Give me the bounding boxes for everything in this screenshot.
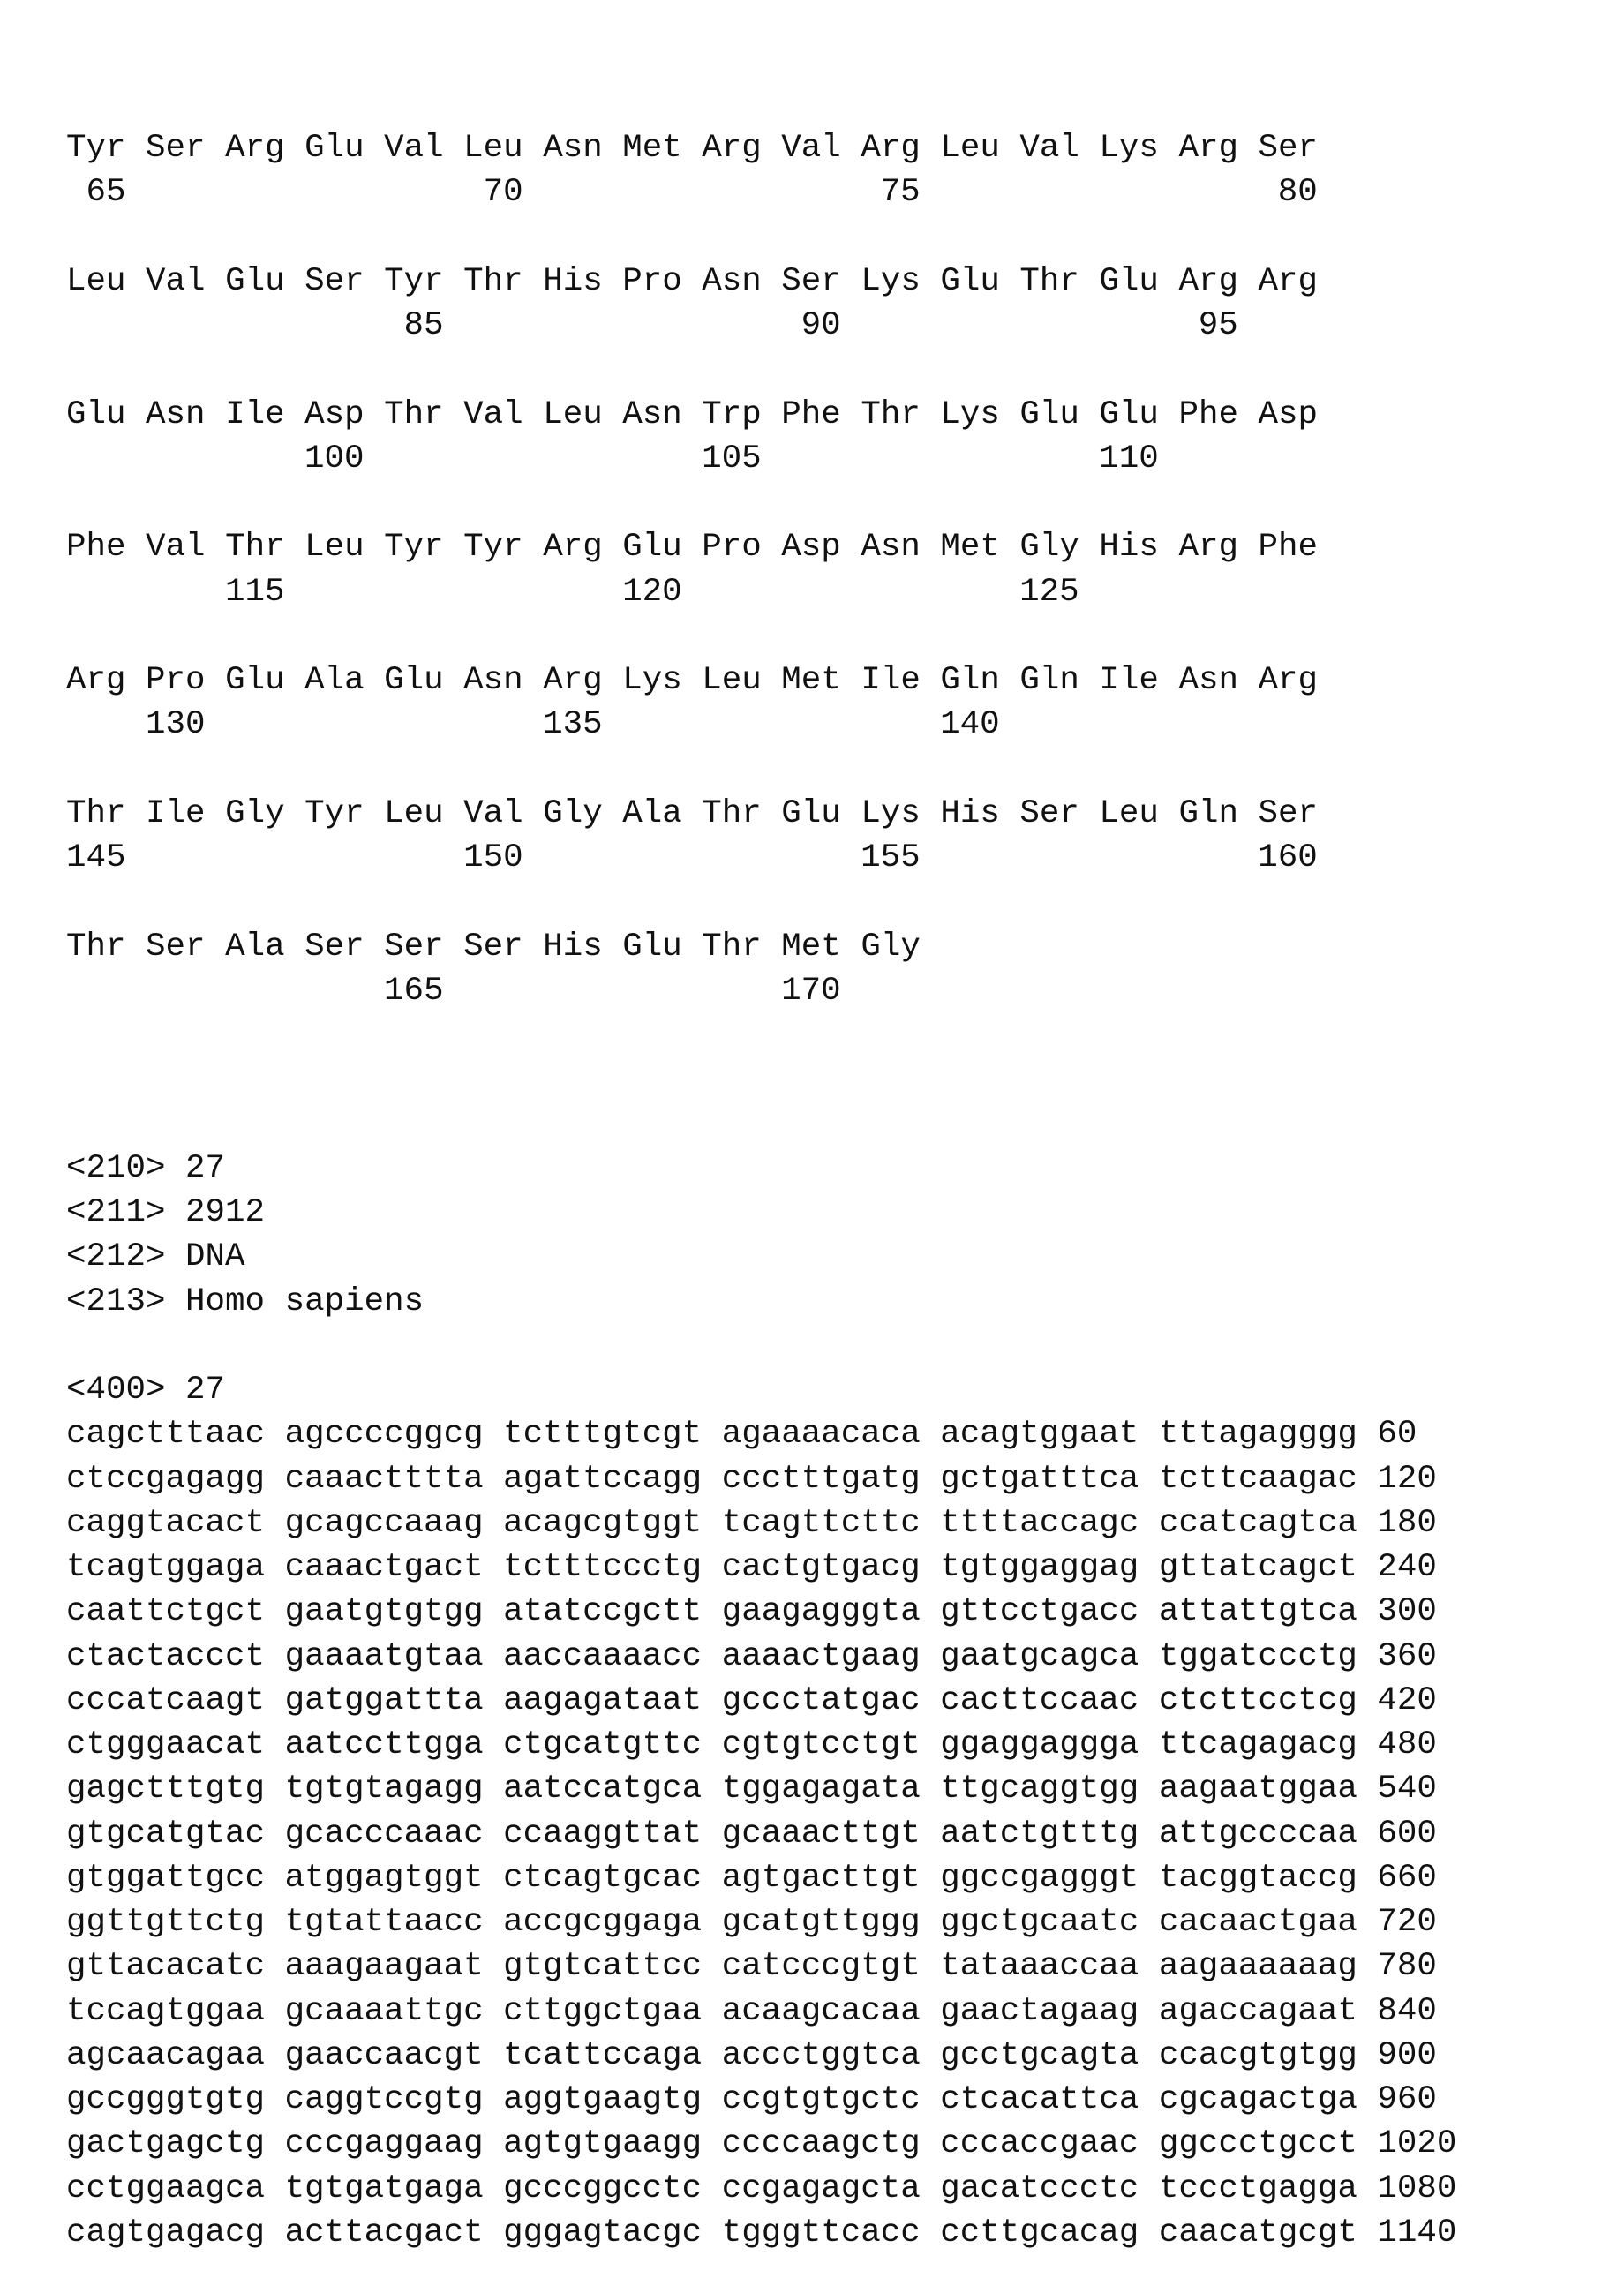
nucleotide-group: gaactagaag <box>940 1993 1139 2030</box>
amino-acid-residue: Asn <box>702 259 762 304</box>
amino-acid-residue: Arg <box>1178 525 1238 569</box>
dna-sequence-line <box>66 1635 1456 1679</box>
nucleotide-group: ggaggaggga <box>940 1726 1139 1763</box>
amino-acid-residue: Lys <box>861 792 921 836</box>
nucleotide-group: aagaaaaaag <box>1159 1948 1357 1985</box>
header-tag: <212> <box>66 1238 166 1275</box>
blank-line <box>66 348 1456 392</box>
residue-number-line: 115 120 125 <box>66 570 1456 614</box>
header-tag: <210> <box>66 1150 166 1187</box>
amino-acid-residue: Lys <box>622 658 682 703</box>
dna-sequence-line <box>66 1412 1456 1456</box>
nucleotide-group: ggccctgcct <box>1159 2125 1357 2162</box>
amino-acid-residue: Arg <box>1258 259 1318 304</box>
amino-acid-residue: Glu <box>1099 259 1159 304</box>
amino-acid-residue: Glu <box>1099 393 1159 437</box>
amino-acid-residue: Ser <box>1019 792 1079 836</box>
sequence-header-line <box>66 1147 1456 1191</box>
amino-acid-residue: Thr <box>66 925 126 969</box>
nucleotide-group: gatggattta <box>285 1682 484 1719</box>
amino-acid-residue: Val <box>463 792 523 836</box>
nucleotide-group: ttgcaggtgg <box>940 1771 1139 1808</box>
nucleotide-group: aatccatgca <box>503 1771 702 1808</box>
amino-acid-residue: Thr <box>66 792 126 836</box>
blank-line <box>66 1013 1456 1057</box>
nucleotide-position: 480 <box>1377 1726 1437 1763</box>
nucleotide-group: gagctttgtg <box>66 1771 265 1808</box>
amino-acid-residue: Thr <box>1019 259 1079 304</box>
amino-acid-residue: Gly <box>1019 525 1079 569</box>
nucleotide-group: gttatcagct <box>1159 1549 1357 1586</box>
nucleotide-position: 900 <box>1377 2037 1437 2074</box>
blank-line <box>66 1102 1456 1147</box>
amino-acid-residue: Leu <box>463 126 523 170</box>
nucleotide-group: ctcttcctcg <box>1159 1682 1357 1719</box>
nucleotide-group: attattgtca <box>1159 1593 1357 1630</box>
amino-acid-residue: Leu <box>66 259 126 304</box>
sequence-header-line <box>66 1280 1456 1324</box>
amino-acid-residue: Glu <box>384 658 444 703</box>
blank-line <box>66 748 1456 792</box>
nucleotide-position: 120 <box>1377 1461 1437 1498</box>
blank-line <box>66 1324 1456 1368</box>
residue-number-line: 85 90 95 <box>66 304 1456 348</box>
nucleotide-group: caaactgact <box>285 1549 484 1586</box>
sequence-header-line <box>66 1235 1456 1279</box>
header-tag: <400> <box>66 1372 166 1409</box>
amino-acid-residue: Glu <box>225 259 285 304</box>
amino-acid-residue: Ser <box>304 925 365 969</box>
nucleotide-group: gcccggcctc <box>503 2170 702 2207</box>
nucleotide-group: ccgagagcta <box>722 2170 921 2207</box>
dna-sequence-line <box>66 1856 1456 1900</box>
amino-acid-residue: Ile <box>146 792 206 836</box>
amino-acid-residue: Arg <box>1178 126 1238 170</box>
amino-acid-residue: Asn <box>146 393 206 437</box>
nucleotide-group: tctttccctg <box>503 1549 702 1586</box>
blank-line <box>66 880 1456 924</box>
nucleotide-group: ggttgttctg <box>66 1904 265 1941</box>
nucleotide-group: caattctgct <box>66 1593 265 1630</box>
nucleotide-group: tgtgatgaga <box>285 2170 484 2207</box>
dna-sequence-line <box>66 1545 1456 1590</box>
amino-acid-residue: Thr <box>384 393 444 437</box>
nucleotide-group: agccccggcg <box>285 1416 484 1453</box>
header-value: 2912 <box>185 1194 265 1231</box>
amino-acid-residue: Phe <box>66 525 126 569</box>
nucleotide-group: tgtattaacc <box>285 1904 484 1941</box>
nucleotide-group: ggccgagggt <box>940 1860 1139 1897</box>
amino-acid-residue: Asp <box>304 393 365 437</box>
nucleotide-group: agaccagaat <box>1159 1993 1357 2030</box>
amino-acid-residue: Asn <box>463 658 523 703</box>
amino-acid-residue: Gly <box>861 925 921 969</box>
nucleotide-group: tgtggaggag <box>940 1549 1139 1586</box>
amino-acid-residue: Thr <box>463 259 523 304</box>
nucleotide-group: cgtgtcctgt <box>722 1726 921 1763</box>
protein-residue-line <box>66 658 1456 703</box>
amino-acid-residue: Ile <box>861 658 921 703</box>
nucleotide-group: gcagccaaag <box>285 1505 484 1542</box>
nucleotide-group: tggatccctg <box>1159 1638 1357 1675</box>
nucleotide-position: 840 <box>1377 1993 1437 2030</box>
nucleotide-group: gccctatgac <box>722 1682 921 1719</box>
amino-acid-residue: Phe <box>781 393 841 437</box>
amino-acid-residue: Arg <box>861 126 921 170</box>
amino-acid-residue: Val <box>146 525 206 569</box>
dna-sequence-line <box>66 2078 1456 2122</box>
blank-line <box>66 614 1456 658</box>
nucleotide-group: gttcctgacc <box>940 1593 1139 1630</box>
nucleotide-group: cagctttaac <box>66 1416 265 1453</box>
nucleotide-group: ccctttgatg <box>722 1461 921 1498</box>
header-value: 27 <box>185 1150 225 1187</box>
amino-acid-residue: Ile <box>1099 658 1159 703</box>
nucleotide-group: atggagtggt <box>285 1860 484 1897</box>
protein-residue-line <box>66 259 1456 304</box>
nucleotide-group: cccaccgaac <box>940 2125 1139 2162</box>
amino-acid-residue: Glu <box>225 658 285 703</box>
sequence-listing-page <box>66 126 1456 2255</box>
amino-acid-residue: Arg <box>225 126 285 170</box>
nucleotide-group: tcagtggaga <box>66 1549 265 1586</box>
amino-acid-residue: His <box>940 792 1000 836</box>
nucleotide-group: caacatgcgt <box>1159 2215 1357 2252</box>
nucleotide-group: cccatcaagt <box>66 1682 265 1719</box>
nucleotide-group: gcaaaattgc <box>285 1993 484 2030</box>
nucleotide-group: gggagtacgc <box>503 2215 702 2252</box>
dna-sequence-line <box>66 1900 1456 1944</box>
amino-acid-residue: Asn <box>1178 658 1238 703</box>
amino-acid-residue: Arg <box>66 658 126 703</box>
nucleotide-group: tttagagggg <box>1159 1416 1357 1453</box>
nucleotide-group: acttacgact <box>285 2215 484 2252</box>
amino-acid-residue: Phe <box>1258 525 1318 569</box>
amino-acid-residue: Pro <box>622 259 682 304</box>
nucleotide-group: gcctgcagta <box>940 2037 1139 2074</box>
nucleotide-group: gtgcatgtac <box>66 1816 265 1853</box>
nucleotide-group: ccccaagctg <box>722 2125 921 2162</box>
amino-acid-residue: Thr <box>861 393 921 437</box>
amino-acid-residue: Ser <box>384 925 444 969</box>
nucleotide-position: 780 <box>1377 1948 1437 1985</box>
amino-acid-residue: Val <box>146 259 206 304</box>
amino-acid-residue: Thr <box>225 525 285 569</box>
nucleotide-group: tcttcaagac <box>1159 1461 1357 1498</box>
amino-acid-residue: Tyr <box>66 126 126 170</box>
residue-number-line: 100 105 110 <box>66 437 1456 481</box>
protein-residue-line <box>66 525 1456 569</box>
nucleotide-group: gaagagggta <box>722 1593 921 1630</box>
amino-acid-residue: Leu <box>940 126 1000 170</box>
amino-acid-residue: Arg <box>1178 259 1238 304</box>
residue-number-line: 145 150 155 160 <box>66 836 1456 880</box>
amino-acid-residue: Met <box>622 126 682 170</box>
nucleotide-group: tcattccaga <box>503 2037 702 2074</box>
amino-acid-residue: Asn <box>622 393 682 437</box>
amino-acid-residue: Pro <box>702 525 762 569</box>
nucleotide-group: gccgggtgtg <box>66 2081 265 2118</box>
nucleotide-group: gcacccaaac <box>285 1816 484 1853</box>
nucleotide-group: cacttccaac <box>940 1682 1139 1719</box>
residue-number-line: 130 135 140 <box>66 703 1456 747</box>
amino-acid-residue: Val <box>781 126 841 170</box>
nucleotide-group: ccgtgtgctc <box>722 2081 921 2118</box>
nucleotide-group: gttacacatc <box>66 1948 265 1985</box>
dna-sequence-line <box>66 1944 1456 1989</box>
nucleotide-group: gaaaatgtaa <box>285 1638 484 1675</box>
nucleotide-group: aatctgtttg <box>940 1816 1139 1853</box>
amino-acid-residue: Arg <box>1258 658 1318 703</box>
nucleotide-position: 1020 <box>1377 2125 1456 2162</box>
nucleotide-group: caggtacact <box>66 1505 265 1542</box>
amino-acid-residue: Asn <box>861 525 921 569</box>
amino-acid-residue: Tyr <box>304 792 365 836</box>
nucleotide-group: ccaaggttat <box>503 1816 702 1853</box>
nucleotide-group: tataaaccaa <box>940 1948 1139 1985</box>
nucleotide-group: attgccccaa <box>1159 1816 1357 1853</box>
nucleotide-group: tccctgagga <box>1159 2170 1357 2207</box>
nucleotide-group: acaagcacaa <box>722 1993 921 2030</box>
amino-acid-residue: Leu <box>543 393 603 437</box>
nucleotide-group: catcccgtgt <box>722 1948 921 1985</box>
nucleotide-group: cagtgagacg <box>66 2215 265 2252</box>
nucleotide-group: gaatgcagca <box>940 1638 1139 1675</box>
nucleotide-group: ccttgcacag <box>940 2215 1139 2252</box>
nucleotide-position: 600 <box>1377 1816 1437 1853</box>
header-value: Homo sapiens <box>185 1283 424 1320</box>
amino-acid-residue: Pro <box>146 658 206 703</box>
nucleotide-group: agtgtgaagg <box>503 2125 702 2162</box>
nucleotide-group: aatccttgga <box>285 1726 484 1763</box>
amino-acid-residue: Ser <box>146 925 206 969</box>
protein-residue-line <box>66 925 1456 969</box>
nucleotide-group: tgtgtagagg <box>285 1771 484 1808</box>
amino-acid-residue: Glu <box>940 259 1000 304</box>
blank-line <box>66 481 1456 525</box>
amino-acid-residue: Asn <box>543 126 603 170</box>
header-value: DNA <box>185 1238 245 1275</box>
amino-acid-residue: Tyr <box>384 525 444 569</box>
amino-acid-residue: Gln <box>940 658 1000 703</box>
nucleotide-position: 960 <box>1377 2081 1437 2118</box>
amino-acid-residue: Glu <box>66 393 126 437</box>
nucleotide-group: gactgagctg <box>66 2125 265 2162</box>
amino-acid-residue: Met <box>940 525 1000 569</box>
amino-acid-residue: Arg <box>543 525 603 569</box>
amino-acid-residue: Met <box>781 658 841 703</box>
amino-acid-residue: Thr <box>702 792 762 836</box>
dna-sequence-line <box>66 1767 1456 1811</box>
nucleotide-group: cttggctgaa <box>503 1993 702 2030</box>
amino-acid-residue: Glu <box>1019 393 1079 437</box>
nucleotide-group: cactgtgacg <box>722 1549 921 1586</box>
nucleotide-group: tggagagata <box>722 1771 921 1808</box>
nucleotide-group: gcatgttggg <box>722 1904 921 1941</box>
amino-acid-residue: Ser <box>146 126 206 170</box>
nucleotide-group: gtgtcattcc <box>503 1948 702 1985</box>
nucleotide-group: ccacgtgtgg <box>1159 2037 1357 2074</box>
amino-acid-residue: Ala <box>304 658 365 703</box>
amino-acid-residue: Gln <box>1178 792 1238 836</box>
nucleotide-group: aagagataat <box>503 1682 702 1719</box>
amino-acid-residue: His <box>543 259 603 304</box>
nucleotide-group: gaatgtgtgg <box>285 1593 484 1630</box>
amino-acid-residue: Val <box>384 126 444 170</box>
amino-acid-residue: Val <box>1019 126 1079 170</box>
dna-sequence-line <box>66 1723 1456 1767</box>
amino-acid-residue: Ser <box>304 259 365 304</box>
nucleotide-group: ctccgagagg <box>66 1461 265 1498</box>
nucleotide-group: ctgcatgttc <box>503 1726 702 1763</box>
sequence-tag-line <box>66 1368 1456 1412</box>
amino-acid-residue: Glu <box>622 525 682 569</box>
nucleotide-position: 540 <box>1377 1771 1437 1808</box>
nucleotide-group: accgcggaga <box>503 1904 702 1941</box>
nucleotide-position: 240 <box>1377 1549 1437 1586</box>
residue-number-line: 165 170 <box>66 969 1456 1013</box>
nucleotide-group: gaaccaacgt <box>285 2037 484 2074</box>
nucleotide-group: caggtccgtg <box>285 2081 484 2118</box>
amino-acid-residue: Phe <box>1178 393 1238 437</box>
amino-acid-residue: Arg <box>702 126 762 170</box>
amino-acid-residue: Glu <box>781 792 841 836</box>
amino-acid-residue: Tyr <box>384 259 444 304</box>
dna-sequence-line <box>66 1989 1456 2034</box>
protein-residue-line <box>66 792 1456 836</box>
nucleotide-group: acagtggaat <box>940 1416 1139 1453</box>
nucleotide-position: 360 <box>1377 1638 1437 1675</box>
nucleotide-group: cacaactgaa <box>1159 1904 1357 1941</box>
nucleotide-position: 300 <box>1377 1593 1437 1630</box>
nucleotide-group: ccatcagtca <box>1159 1505 1357 1542</box>
dna-sequence-line <box>66 2034 1456 2078</box>
nucleotide-group: tccagtggaa <box>66 1993 265 2030</box>
nucleotide-position: 1080 <box>1377 2170 1456 2207</box>
nucleotide-group: gacatccctc <box>940 2170 1139 2207</box>
header-value: 27 <box>185 1372 225 1409</box>
dna-sequence-line <box>66 2167 1456 2211</box>
nucleotide-group: ctactaccct <box>66 1638 265 1675</box>
nucleotide-group: aggtgaagtg <box>503 2081 702 2118</box>
nucleotide-group: agattccagg <box>503 1461 702 1498</box>
nucleotide-position: 1140 <box>1377 2215 1456 2252</box>
nucleotide-group: cctggaagca <box>66 2170 265 2207</box>
amino-acid-residue: Ala <box>225 925 285 969</box>
amino-acid-residue: His <box>1099 525 1159 569</box>
nucleotide-group: tctttgtcgt <box>503 1416 702 1453</box>
amino-acid-residue: Thr <box>702 925 762 969</box>
nucleotide-position: 180 <box>1377 1505 1437 1542</box>
nucleotide-position: 660 <box>1377 1860 1437 1897</box>
nucleotide-group: cccgaggaag <box>285 2125 484 2162</box>
nucleotide-position: 60 <box>1377 1416 1417 1453</box>
nucleotide-group: ggctgcaatc <box>940 1904 1139 1941</box>
nucleotide-group: agtgacttgt <box>722 1860 921 1897</box>
header-tag: <211> <box>66 1194 166 1231</box>
nucleotide-group: caaactttta <box>285 1461 484 1498</box>
nucleotide-group: tgggttcacc <box>722 2215 921 2252</box>
dna-sequence-line <box>66 1501 1456 1545</box>
protein-residue-line <box>66 126 1456 170</box>
nucleotide-group: agaaaacaca <box>722 1416 921 1453</box>
amino-acid-residue: Ser <box>1258 792 1318 836</box>
dna-sequence-line <box>66 1812 1456 1856</box>
nucleotide-group: accctggtca <box>722 2037 921 2074</box>
nucleotide-group: aaaactgaag <box>722 1638 921 1675</box>
amino-acid-residue: Asp <box>1258 393 1318 437</box>
residue-number-line: 65 70 75 80 <box>66 170 1456 214</box>
amino-acid-residue: Glu <box>622 925 682 969</box>
amino-acid-residue: Ala <box>622 792 682 836</box>
nucleotide-group: aagaatggaa <box>1159 1771 1357 1808</box>
nucleotide-group: agcaacagaa <box>66 2037 265 2074</box>
dna-sequence-line <box>66 1457 1456 1501</box>
nucleotide-group: gctgatttca <box>940 1461 1139 1498</box>
amino-acid-residue: Lys <box>861 259 921 304</box>
dna-sequence-line <box>66 1590 1456 1634</box>
amino-acid-residue: Leu <box>1099 792 1159 836</box>
amino-acid-residue: Arg <box>543 658 603 703</box>
nucleotide-group: atatccgctt <box>503 1593 702 1630</box>
amino-acid-residue: Leu <box>702 658 762 703</box>
amino-acid-residue: Ser <box>463 925 523 969</box>
amino-acid-residue: Asp <box>781 525 841 569</box>
nucleotide-group: ttcagagacg <box>1159 1726 1357 1763</box>
amino-acid-residue: Ser <box>1258 126 1318 170</box>
amino-acid-residue: Tyr <box>463 525 523 569</box>
nucleotide-group: cgcagactga <box>1159 2081 1357 2118</box>
dna-sequence-line <box>66 1679 1456 1723</box>
nucleotide-group: tacggtaccg <box>1159 1860 1357 1897</box>
blank-line <box>66 1057 1456 1102</box>
nucleotide-position: 420 <box>1377 1682 1437 1719</box>
nucleotide-group: ctcagtgcac <box>503 1860 702 1897</box>
amino-acid-residue: Leu <box>384 792 444 836</box>
amino-acid-residue: Gly <box>225 792 285 836</box>
nucleotide-position: 720 <box>1377 1904 1437 1941</box>
nucleotide-group: tcagttcttc <box>722 1505 921 1542</box>
amino-acid-residue: Trp <box>702 393 762 437</box>
amino-acid-residue: Lys <box>1099 126 1159 170</box>
amino-acid-residue: Met <box>781 925 841 969</box>
amino-acid-residue: Leu <box>304 525 365 569</box>
nucleotide-group: gtggattgcc <box>66 1860 265 1897</box>
nucleotide-group: aaagaagaat <box>285 1948 484 1985</box>
nucleotide-group: acagcgtggt <box>503 1505 702 1542</box>
protein-residue-line <box>66 393 1456 437</box>
amino-acid-residue: Ser <box>781 259 841 304</box>
dna-sequence-line <box>66 2122 1456 2166</box>
dna-sequence-line <box>66 2211 1456 2255</box>
sequence-header-line <box>66 1191 1456 1235</box>
nucleotide-group: ctgggaacat <box>66 1726 265 1763</box>
nucleotide-group: gcaaacttgt <box>722 1816 921 1853</box>
nucleotide-group: aaccaaaacc <box>503 1638 702 1675</box>
nucleotide-group: ttttaccagc <box>940 1505 1139 1542</box>
amino-acid-residue: Gly <box>543 792 603 836</box>
amino-acid-residue: Ile <box>225 393 285 437</box>
amino-acid-residue: Lys <box>940 393 1000 437</box>
amino-acid-residue: His <box>543 925 603 969</box>
amino-acid-residue: Gln <box>1019 658 1079 703</box>
header-tag: <213> <box>66 1283 166 1320</box>
blank-line <box>66 215 1456 259</box>
amino-acid-residue: Val <box>463 393 523 437</box>
nucleotide-group: ctcacattca <box>940 2081 1139 2118</box>
amino-acid-residue: Glu <box>304 126 365 170</box>
